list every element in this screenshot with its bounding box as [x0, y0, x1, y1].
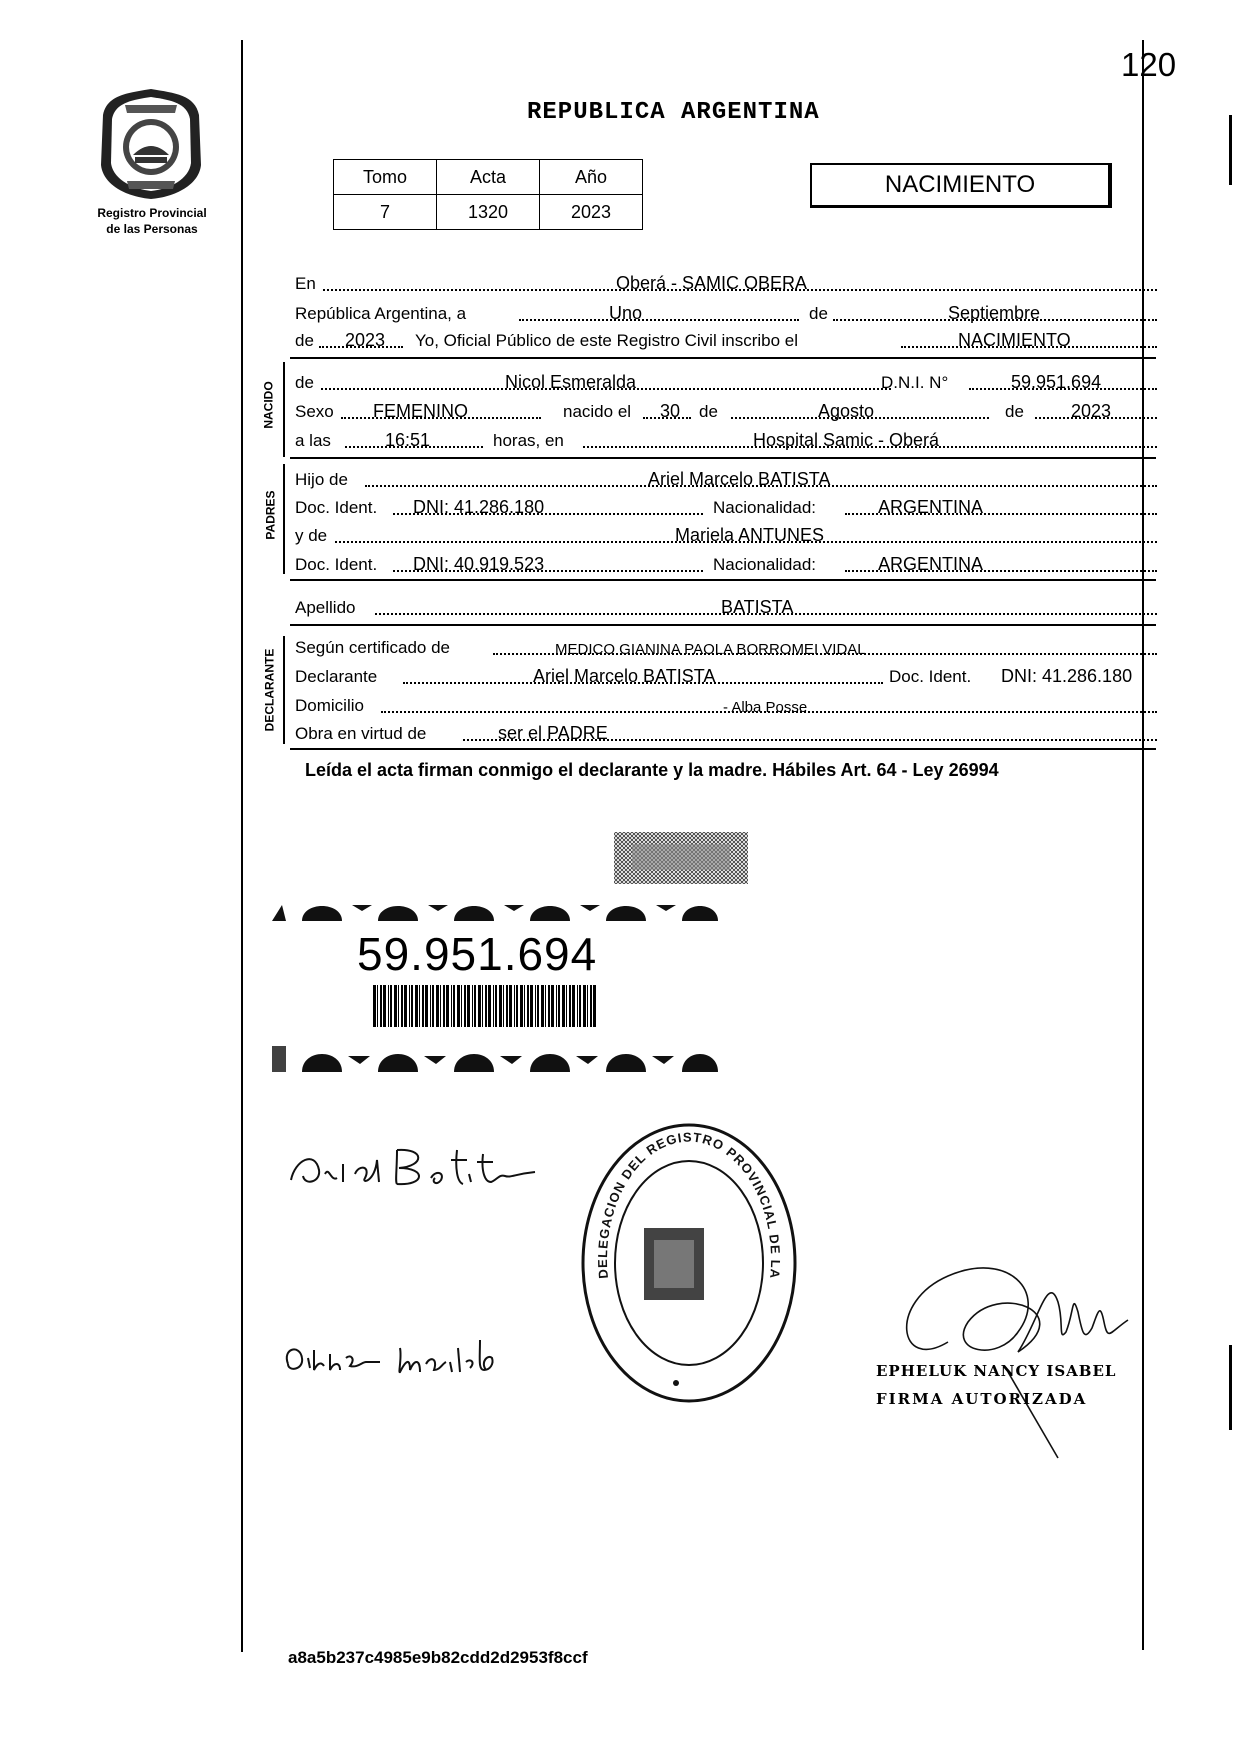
inscribo-value: NACIMIENTO	[958, 330, 1071, 350]
row-en	[293, 270, 1157, 296]
row-fecha	[293, 300, 1157, 326]
barcode-bar	[593, 985, 596, 1027]
left-margin-line	[241, 40, 243, 1652]
barcode-bar	[495, 985, 497, 1027]
barcode-bar	[583, 985, 586, 1027]
month-value: Septiembre	[948, 303, 1041, 323]
barcode-bar	[482, 985, 483, 1027]
apellido-value: BATISTA	[721, 597, 794, 617]
year-prefix-label: de	[295, 331, 314, 350]
registry-label	[72, 205, 232, 237]
barcode	[373, 985, 599, 1027]
security-band-top	[272, 895, 718, 925]
row-padre-doc	[293, 494, 1157, 520]
section-rule	[290, 457, 1156, 459]
birth-de1: de	[699, 402, 718, 421]
record-type-box: NACIMIENTO	[810, 163, 1112, 208]
hora-value: 16:51	[385, 430, 431, 450]
official-name: EPHELUK NANCY ISABEL	[876, 1362, 1117, 1380]
barcode-bar	[453, 985, 455, 1027]
section-rule	[290, 624, 1156, 626]
barcode-bar	[390, 985, 392, 1027]
barcode-bar	[401, 985, 403, 1027]
padre-nacionalidad-label: Nacionalidad:	[713, 498, 817, 517]
barcode-bar	[577, 985, 578, 1027]
certificado-value: MEDICO GIANINA PAOLA BORROMEI VIDAL	[555, 641, 866, 658]
en-value: Oberá - SAMIC OBERA	[616, 273, 808, 293]
obra-label: Obra en virtud de	[295, 724, 427, 743]
inscribo-label: Yo, Oficial Público de este Registro Civil inscribo el	[415, 331, 798, 350]
official-signature	[888, 1232, 1148, 1462]
barcode-bar	[579, 985, 581, 1027]
barcode-bar	[587, 985, 588, 1027]
row-sexo	[293, 398, 1157, 424]
closing-statement: Leída el acta firman conmigo el declarante y la madre. Hábiles Art. 64 - Ley 26994	[305, 760, 999, 780]
certificado-label: Según certificado de	[295, 638, 450, 657]
madre-nacionalidad-value: ARGENTINA	[878, 554, 984, 574]
barcode-bar	[478, 985, 481, 1027]
barcode-bar	[516, 985, 518, 1027]
document-hash: a8a5b237c4985e9b82cdd2d2953f8ccf	[288, 1648, 588, 1667]
declarante-label: Declarante	[295, 667, 378, 686]
barcode-bar	[436, 985, 439, 1027]
hijo-de-label: Hijo de	[295, 470, 348, 489]
year-value: 2023	[345, 330, 386, 350]
book-table-header-row	[334, 160, 643, 195]
anio-value: 2023	[540, 195, 643, 230]
barcode-bar	[419, 985, 420, 1027]
security-band-bottom	[272, 1042, 718, 1076]
barcode-bar	[373, 985, 376, 1027]
padre-value: Ariel Marcelo BATISTA	[648, 469, 831, 489]
lugar-value: Hospital Samic - Oberá	[753, 430, 940, 450]
barcode-bar	[430, 985, 431, 1027]
barcode-bar	[514, 985, 515, 1027]
barcode-bar	[467, 985, 470, 1027]
declarante-doc-value: DNI: 41.286.180	[1001, 666, 1133, 686]
nombre-label: de	[295, 373, 314, 392]
dni-value: 59.951.694	[1011, 372, 1102, 392]
row-apellido	[293, 594, 1157, 620]
barcode-bar	[488, 985, 491, 1027]
barcode-bar	[520, 985, 523, 1027]
declarante-section-label: DECLARANTE	[262, 648, 277, 732]
barcode-bar	[425, 985, 428, 1027]
sexo-label: Sexo	[295, 402, 334, 421]
padres-section-label: PADRES	[263, 490, 278, 540]
acta-value: 1320	[437, 195, 540, 230]
nacido-el-label: nacido el	[563, 402, 632, 421]
row-inscribo	[293, 327, 1157, 353]
barcode-bar	[443, 985, 445, 1027]
padre-doc-value: DNI: 41.286.180	[413, 497, 545, 517]
barcode-bar	[474, 985, 476, 1027]
barcode-bar	[503, 985, 504, 1027]
barcode-bar	[506, 985, 508, 1027]
nacido-section-label: NACIDO	[261, 381, 276, 429]
padre-nacionalidad-value: ARGENTINA	[878, 497, 984, 517]
official-seal	[578, 1118, 800, 1408]
mother-signature	[280, 1318, 520, 1388]
madre-doc-label: Doc. Ident.	[295, 555, 378, 574]
declarante-section-bar	[283, 636, 285, 744]
barcode-bar	[472, 985, 473, 1027]
barcode-bar	[422, 985, 424, 1027]
barcode-bar	[383, 985, 386, 1027]
seal-arc-text: DELEGACION DEL REGISTRO PROVINCIAL DE LA	[594, 1129, 784, 1280]
birth-day: 30	[660, 401, 681, 421]
book-reference-table	[333, 159, 643, 230]
row-nombre	[293, 369, 1157, 395]
barcode-bar	[394, 985, 397, 1027]
barcode-bar	[461, 985, 462, 1027]
dni-label: D.N.I. N°	[881, 373, 949, 392]
barcode-bar	[415, 985, 418, 1027]
barcode-bar	[398, 985, 399, 1027]
barcode-bar	[409, 985, 410, 1027]
barcode-bar	[404, 985, 407, 1027]
registry-label-line2: de las Personas	[106, 222, 198, 236]
republica-label: República Argentina, a	[295, 304, 467, 323]
domicilio-value: - Alba Posse	[723, 699, 808, 716]
barcode-bar	[524, 985, 525, 1027]
row-madre-doc	[293, 551, 1157, 577]
barcode-bar	[590, 985, 592, 1027]
barcode-bar	[562, 985, 565, 1027]
father-signature	[285, 1120, 545, 1200]
row-hora	[293, 427, 1157, 453]
barcode-bar	[530, 985, 533, 1027]
barcode-bar	[388, 985, 389, 1027]
birth-de2: de	[1005, 402, 1024, 421]
barcode-bar	[551, 985, 554, 1027]
day-value: Uno	[609, 303, 643, 323]
row-madre	[293, 522, 1157, 548]
right-edge-mark-lower	[1229, 1345, 1232, 1430]
barcode-bar	[377, 985, 378, 1027]
barcode-bar	[572, 985, 575, 1027]
birth-month: Agosto	[818, 401, 875, 421]
barcode-bar	[535, 985, 536, 1027]
barcode-bar	[411, 985, 413, 1027]
padres-section-bar	[283, 464, 285, 574]
dni-large-number: 59.951.694	[357, 928, 598, 980]
book-table-value-row	[334, 195, 643, 230]
apellido-label: Apellido	[295, 598, 356, 617]
barcode-bar	[509, 985, 512, 1027]
row-padre	[293, 466, 1157, 492]
horas-en-label: horas, en	[493, 431, 564, 450]
tomo-value: 7	[334, 195, 437, 230]
obra-value: ser el PADRE	[498, 723, 608, 743]
barcode-bar	[566, 985, 567, 1027]
section-rule	[290, 579, 1156, 581]
madre-nacionalidad-label: Nacionalidad:	[713, 555, 817, 574]
a-las-label: a las	[295, 431, 331, 450]
barcode-bar	[558, 985, 560, 1027]
row-domicilio	[293, 692, 1157, 718]
barcode-bar	[451, 985, 452, 1027]
barcode-bar	[446, 985, 449, 1027]
tomo-header: Tomo	[334, 160, 437, 195]
barcode-bar	[440, 985, 441, 1027]
barcode-bar	[493, 985, 494, 1027]
official-role: FIRMA AUTORIZADA	[876, 1390, 1088, 1408]
barcode-bar	[537, 985, 539, 1027]
barcode-bar	[545, 985, 546, 1027]
barcode-bar	[464, 985, 466, 1027]
declarante-doc-label: Doc. Ident.	[889, 667, 972, 686]
barcode-bar	[569, 985, 571, 1027]
y-de-label: y de	[295, 526, 328, 545]
barcode-bar	[432, 985, 434, 1027]
barcode-bar	[527, 985, 529, 1027]
acta-header: Acta	[437, 160, 540, 195]
madre-value: Mariela ANTUNES	[675, 525, 825, 545]
nacido-section-bar	[283, 362, 285, 457]
declarante-value: Ariel Marcelo BATISTA	[533, 666, 716, 686]
nombre-value: Nicol Esmeralda	[505, 372, 637, 392]
country-title: REPUBLICA ARGENTINA	[527, 99, 820, 126]
row-obra	[293, 720, 1157, 746]
barcode-bar	[556, 985, 557, 1027]
section-rule	[290, 748, 1156, 750]
de-label: de	[809, 304, 828, 323]
barcode-bar	[548, 985, 550, 1027]
sexo-value: FEMENINO	[373, 401, 469, 421]
row-declarante	[293, 663, 1157, 689]
province-seal-logo	[95, 85, 207, 202]
right-edge-mark	[1229, 115, 1232, 185]
section-rule	[290, 357, 1156, 359]
barcode-bar	[485, 985, 487, 1027]
barcode-bar	[380, 985, 382, 1027]
barcode-bar	[499, 985, 502, 1027]
birth-year: 2023	[1071, 401, 1112, 421]
row-certificado	[293, 634, 1157, 660]
barcode-bar	[457, 985, 460, 1027]
registry-label-line1: Registro Provincial	[97, 206, 207, 220]
en-label: En	[295, 274, 316, 293]
page-number: 120	[1121, 46, 1177, 83]
security-hologram	[612, 828, 750, 888]
padre-doc-label: Doc. Ident.	[295, 498, 378, 517]
anio-header: Año	[540, 160, 643, 195]
domicilio-label: Domicilio	[295, 696, 364, 715]
madre-doc-value: DNI: 40.919.523	[413, 554, 545, 574]
barcode-bar	[541, 985, 544, 1027]
